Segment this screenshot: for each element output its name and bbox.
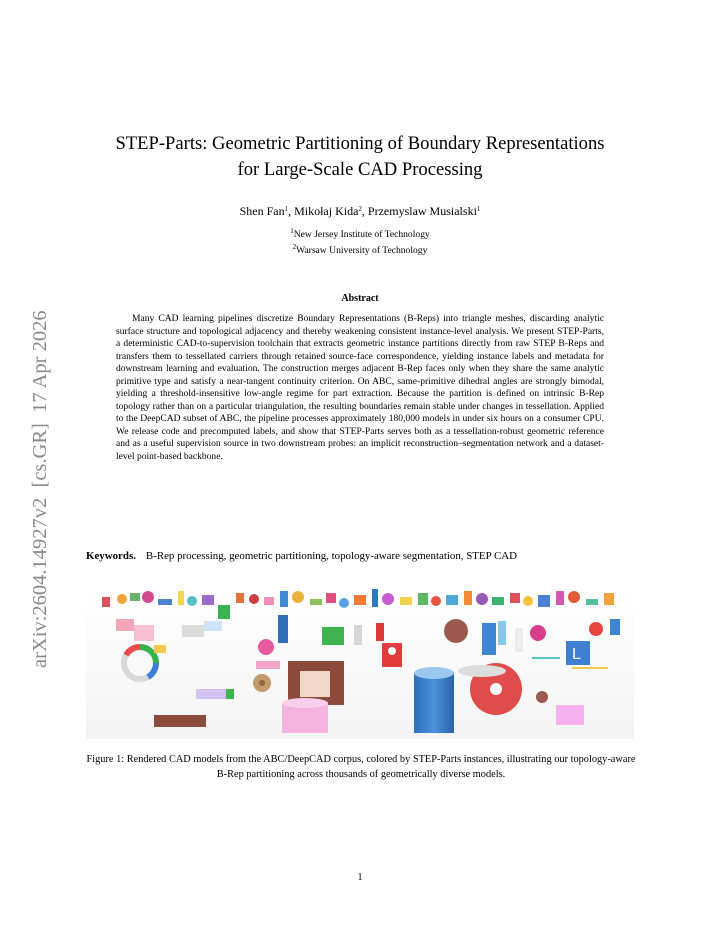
author-affiliation-mark: 2 bbox=[358, 205, 362, 213]
author-name: Shen Fan bbox=[239, 204, 285, 218]
keywords bbox=[86, 550, 646, 562]
affiliation-mark: 1 bbox=[290, 227, 294, 235]
page-number: 1 bbox=[357, 872, 363, 883]
figure-caption: Figure 1: Rendered CAD models from the ABC/DeepCAD corpus, colored by STEP-Parts instances, illustrating our topology-aware B-Rep partitioning across thousands of geometrically diverse models. bbox=[86, 754, 636, 780]
author-name: Mikołaj Kida bbox=[294, 204, 359, 218]
arxiv-identifier-stamp bbox=[18, 260, 58, 670]
author-affiliation-mark: 1 bbox=[284, 205, 289, 213]
affiliation-mark: 2 bbox=[292, 243, 297, 251]
abstract-heading: Abstract bbox=[341, 293, 379, 304]
affiliation-2 bbox=[60, 245, 660, 256]
affiliation-1 bbox=[60, 229, 660, 240]
figure-1-cad-render bbox=[86, 585, 634, 739]
title-line-1: STEP-Parts: Geometric Partitioning of Boundary Representations bbox=[115, 133, 605, 154]
figure-letter-label: L bbox=[572, 646, 581, 663]
abstract-body: Many CAD learning pipelines discretize Boundary Representations (B-Reps) into triangle meshes, discarding analytic surface structure and topological adjacency and thereby weakening consistent instance-level analysis. We present STEP-Parts, a deterministic CAD-to-supervision toolchain that extracts geometric instance partitions directly from raw STEP B-Reps and transfers them to tessellated carriers through retained source-face correspondence, yielding instance labels and metadata for downstream learning and evaluation. The construction merges adjacent B-Rep faces only when they share the same analytic primitive type and satisfy a near-tangent continuity criterion. On ABC, same-primitive dihedral angles are strongly bimodal, yielding a threshold-insensitive low-angle regime for part extraction. Because the partition is defined on intrinsic B-Rep topology rather than on a particular triangulation, the resulting boundaries remain stable under changes in tessellation. Applied to the DeepCAD subset of ABC, the pipeline processes approximately 180,000 models in under six hours on a consumer CPU. We release code and precomputed labels, and show that STEP-Parts serves both as a tessellation-robust geometric reference and as a useful supervision source in two downstream probes: an implicit reconstruction–segmentation network and a dataset-level point-based backbone. bbox=[116, 313, 604, 463]
affiliation-name: Warsaw University of Technology bbox=[296, 245, 428, 256]
title-line-2: for Large-Scale CAD Processing bbox=[237, 159, 483, 180]
author-list: Shen Fan$^1$, Mikołaj Kida$^2$, Przemyslaw Musialski$^1$ bbox=[239, 204, 481, 218]
keywords-text: B-Rep processing, geometric partitioning, topology-aware segmentation, STEP CAD bbox=[145, 550, 517, 562]
author-name: Przemyslaw Musialski bbox=[367, 204, 477, 218]
paper-title bbox=[60, 131, 660, 183]
author-affiliation-mark: 1 bbox=[476, 205, 481, 213]
arxiv-identifier-text: arXiv:2604.14927v2 [cs.GR] 17 Apr 2026 bbox=[29, 310, 51, 668]
affiliation-name: New Jersey Institute of Technology bbox=[293, 229, 430, 240]
keywords-label: Keywords. bbox=[86, 550, 136, 562]
